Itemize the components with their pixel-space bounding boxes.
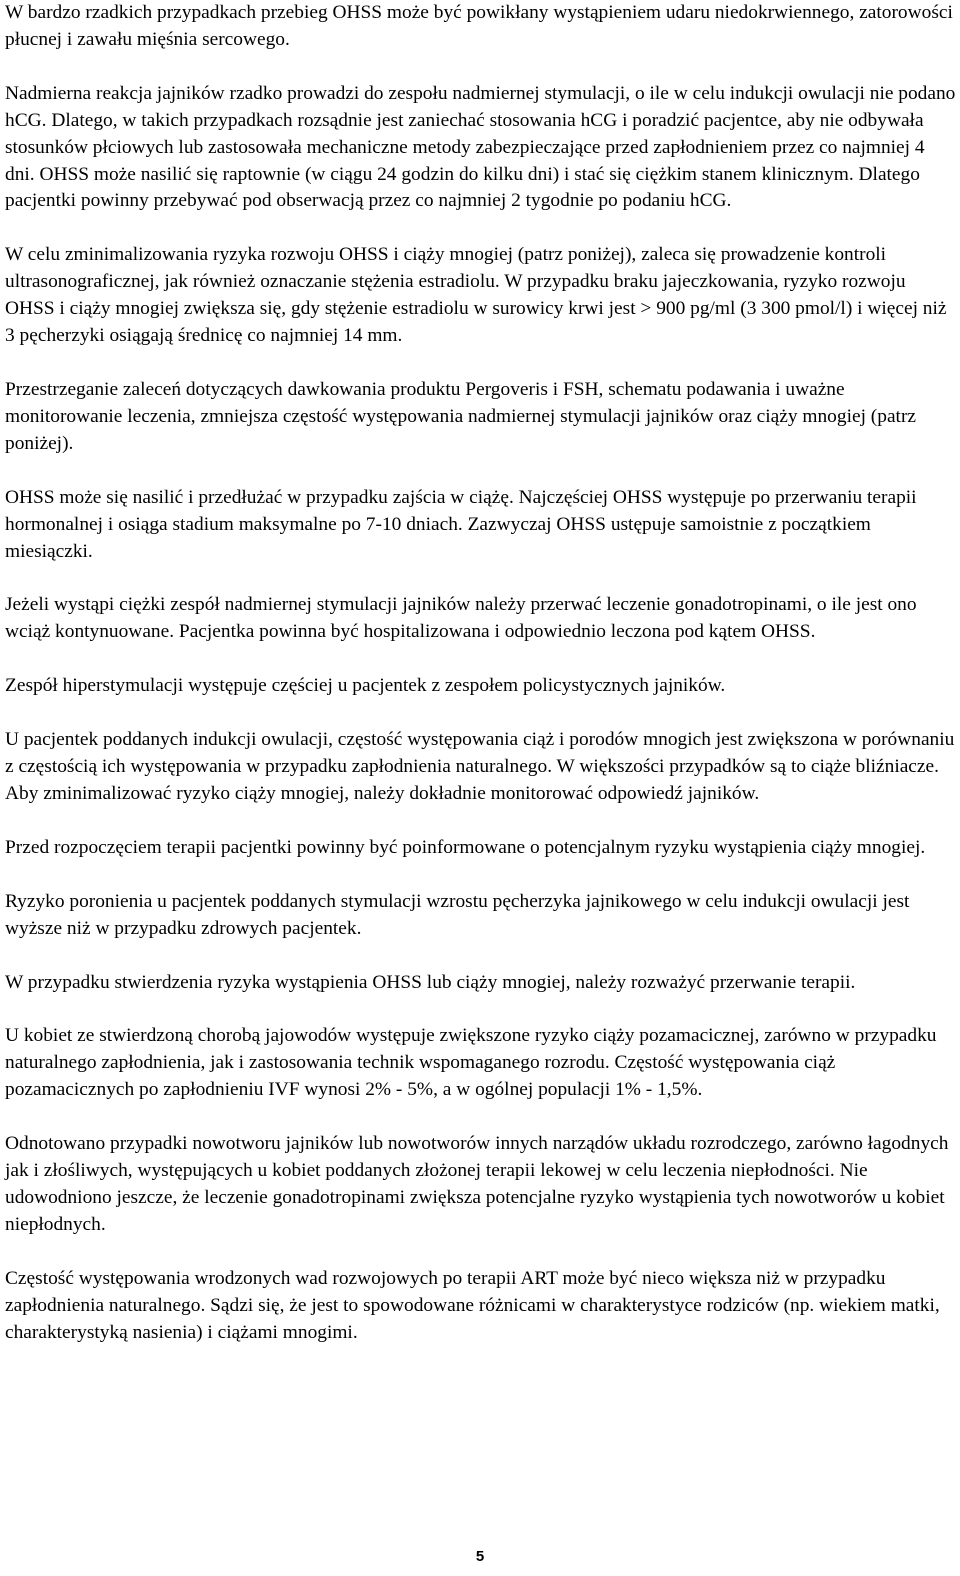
paragraph-neoplasms: Odnotowano przypadki nowotworu jajników lub nowotworów innych narządów układu rozrodczego, zarówno łagodnych jak i złośliwych, występujących u kobiet poddanych złożonej terapii lekowej w celu leczenia niepłodności. Nie udowodniono jeszcze, że leczenie gonadotropinami zwiększa potencjalne ryzyko wystąpienia tych nowotworów u kobiet niepłodnych. (5, 1133, 949, 1235)
paragraph-pcos: Zespół hiperstymulacji występuje częściej u pacjentek z zespołem policystycznych jajników. (5, 675, 726, 697)
paragraph-ectopic-pregnancy: U kobiet ze stwierdzoną chorobą jajowodów występuje zwiększone ryzyko ciąży pozamacicznej, zarówno w przypadku naturalnego zapłodnienia, jak i zastosowania technik wspomaganego rozrodu. Częstość występowania ciąż pozamacicznych po zapłodnieniu IVF wynosi 2% - 5%, a w ogólnej populacji 1% - 1,5%. (5, 1025, 937, 1101)
paragraph-discontinuation: W przypadku stwierdzenia ryzyka wystąpienia OHSS lub ciąży mnogiej, należy rozważyć przerwanie terapii. (5, 971, 856, 993)
document-body (5, 0, 957, 1374)
paragraph-dosing-compliance: Przestrzeganie zaleceń dotyczących dawkowania produktu Pergoveris i FSH, schematu podawania i uważne monitorowanie leczenia, zmniejsza częstość występowania nadmiernej stymulacji jajników oraz ciąży mnogiej (patrz poniżej). (5, 378, 917, 454)
paragraph-miscarriage-risk: Ryzyko poronienia u pacjentek poddanych stymulacji wzrostu pęcherzyka jajnikowego w celu indukcji owulacji jest wyższe niż w przypadku zdrowych pacjentek. (5, 890, 910, 939)
paragraph-severe-ohss: Jeżeli wystąpi ciężki zespół nadmiernej stymulacji jajników należy przerwać leczenie gonadotropinami, o ile jest ono wciąż kontynuowane. Pacjentka powinna być hospitalizowana i odpowiednio leczona pod kątem OHSS. (5, 594, 917, 643)
paragraph-congenital-malformations: Częstość występowania wrodzonych wad rozwojowych po terapii ART może być nieco większa niż w przypadku zapłodnienia naturalnego. Sądzi się, że jest to spowodowane różnicami w charakterystyce rodziców (np. wiekiem matki, charakterystyką nasienia) i ciążami mnogimi. (5, 1267, 940, 1343)
paragraph-ohss-complications: W bardzo rzadkich przypadkach przebieg OHSS może być powikłany wystąpieniem udaru niedokrwiennego, zatorowości płucnej i zawału mięśnia sercowego. (5, 2, 953, 50)
paragraph-ultrasound-monitoring: W celu zminimalizowania ryzyka rozwoju OHSS i ciąży mnogiej (patrz poniżej), zaleca się prowadzenie kontroli ultrasonograficznej, jak również oznaczanie stężenia estradiolu. W przypadku braku jajeczkowania, ryzyko rozwoju OHSS i ciąży mnogiej zwiększa się, gdy stężenie estradiolu w surowicy krwi jest > 900 pg/ml (3 300 pmol/l) i więcej niż 3 pęcherzyki osiągają średnicę co najmniej 14 mm. (5, 244, 947, 347)
paragraph-ohss-pregnancy: OHSS może się nasilić i przedłużać w przypadku zajścia w ciążę. Najczęściej OHSS występuje po przerwaniu terapii hormonalnej i osiąga stadium maksymalne po 7-10 dniach. Zazwyczaj OHSS ustępuje samoistnie z początkiem miesiączki. (5, 486, 917, 562)
paragraph-multiple-pregnancy: U pacjentek poddanych indukcji owulacji, częstość występowania ciąż i porodów mnogich jest zwiększona w porównaniu z częstością ich występowania w przypadku zapłodnienia naturalnego. W większości przypadków są to ciąże bliźniacze. Aby zminimalizować ryzyko ciąży mnogiej, należy dokładnie monitorować odpowiedź jajników. (5, 729, 955, 804)
paragraph-ovarian-response: Nadmierna reakcja jajników rzadko prowadzi do zespołu nadmiernej stymulacji, o ile w celu indukcji owulacji nie podano hCG. Dlatego, w takich przypadkach rozsądnie jest zaniechać stosowania hCG i poradzić pacjentce, aby nie odbywała stosunków płciowych lub zastosowała mechaniczne metody zabezpieczające przed zapłodnieniem przez co najmniej 4 dni. OHSS może nasilić się raptownie (w ciągu 24 godzin do kilku dni) i stać się ciężkim stanem klinicznym. Dlatego pacjentki powinny przebywać pod obserwacją przez co najmniej 2 tygodnie po podaniu hCG. (5, 82, 956, 212)
page-number: 5 (475, 1548, 485, 1565)
paragraph-patient-information: Przed rozpoczęciem terapii pacjentki powinny być poinformowane o potencjalnym ryzyku wystąpienia ciąży mnogiej. (5, 836, 926, 858)
